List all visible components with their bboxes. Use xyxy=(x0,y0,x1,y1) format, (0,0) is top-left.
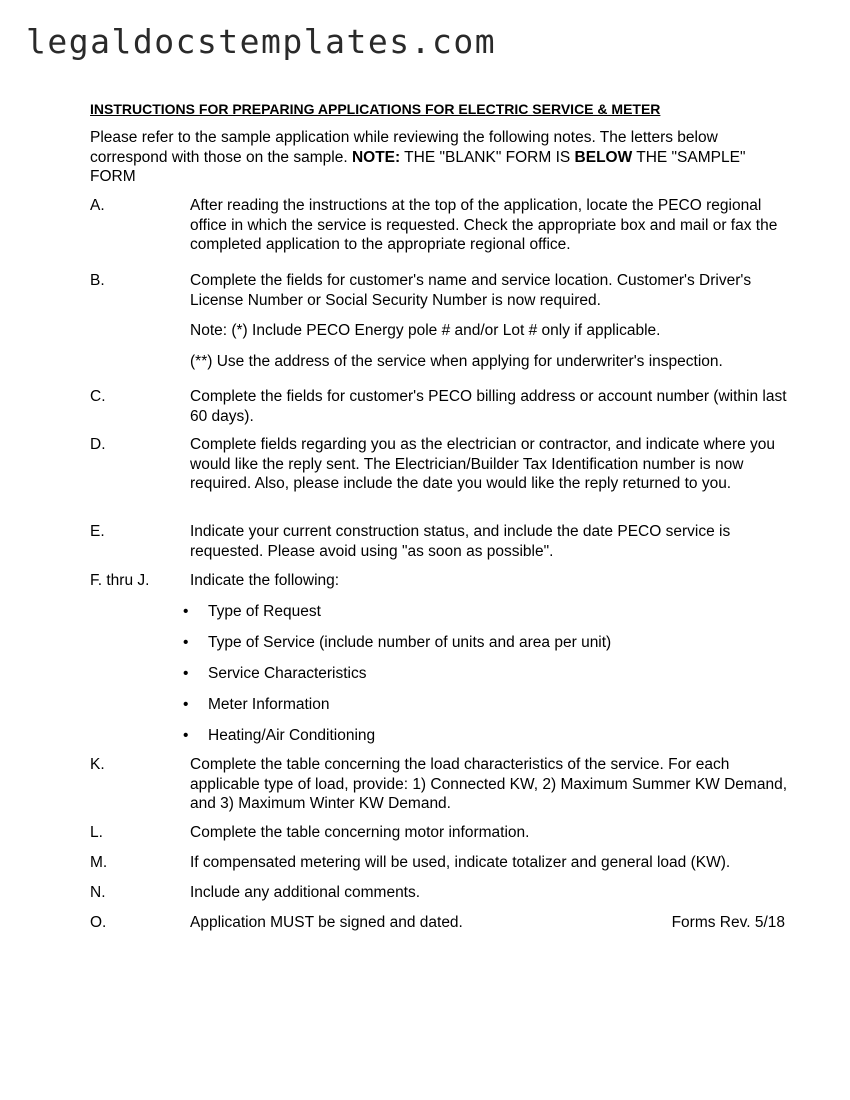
item-letter: L. xyxy=(90,824,103,841)
item-letter: C. xyxy=(90,388,106,405)
item-text: Complete the fields for customer's PECO billing address or account number (within last 60 days). xyxy=(190,388,787,425)
intro-text: Please refer to the sample application while reviewing the following notes. The letters below correspond with those on the sample. xyxy=(90,129,718,166)
item-letter: E. xyxy=(90,523,105,540)
list-item: • Service Characteristics xyxy=(183,665,367,682)
item-text: Complete the fields for customer's name and service location. Customer's Driver's License Number or Social Security Number is now required. xyxy=(190,272,752,309)
item-letter: D. xyxy=(90,436,106,453)
item-text: Complete the table concerning the load characteristics of the service. For each applicable type of load, provide: 1) Connected KW, 2) Maximum Summer KW Demand, and 3) Maximum Winter KW Demand. xyxy=(190,756,788,812)
item-note: (**) Use the address of the service when applying for underwriter's inspection. xyxy=(190,353,723,370)
bullet-icon: • xyxy=(183,727,189,744)
item-text: If compensated metering will be used, indicate totalizer and general load (KW). xyxy=(190,854,731,871)
intro-text-3: THE "SAMPLE" FORM xyxy=(90,148,746,185)
item-note: Note: (*) Include PECO Energy pole # and/or Lot # only if applicable. xyxy=(190,322,661,339)
bullet-icon: • xyxy=(183,634,189,651)
item-letter: B. xyxy=(90,272,105,289)
list-item: • Type of Request xyxy=(183,603,321,620)
note-label: NOTE: xyxy=(351,148,401,166)
item-letter: O. xyxy=(90,914,107,931)
item-text: Indicate your current construction status, and include the date PECO service is requested. Please avoid using "as soon as possible". xyxy=(190,523,731,560)
intro-paragraph xyxy=(90,128,790,187)
item-letter: N. xyxy=(90,884,106,901)
item-letter: F. thru J. xyxy=(90,572,150,589)
item-letter: A. xyxy=(90,197,105,214)
bullet-icon: • xyxy=(183,696,189,713)
forms-revision: Forms Rev. 5/18 xyxy=(671,914,785,931)
bullet-icon: • xyxy=(183,603,189,620)
item-text: Complete the table concerning motor information. xyxy=(190,824,530,841)
item-text: Indicate the following: xyxy=(190,572,340,589)
bullet-icon: • xyxy=(183,665,189,682)
intro-text-2: THE "BLANK" FORM IS xyxy=(400,148,575,166)
list-item: • Heating/Air Conditioning xyxy=(183,727,376,744)
item-text: Application MUST be signed and dated. xyxy=(190,914,463,931)
item-letter: M. xyxy=(90,854,108,871)
item-letter: K. xyxy=(90,756,105,773)
below-emphasis: BELOW xyxy=(574,148,633,166)
list-item: • Meter Information xyxy=(183,696,330,713)
item-text: Include any additional comments. xyxy=(190,884,421,901)
item-text: After reading the instructions at the top of the application, locate the PECO regional office in which the service is requested. Check the appropriate box and mail or fax the completed application to the appropriate regional office. xyxy=(190,197,778,253)
watermark: legaldocstemplates.com xyxy=(26,22,497,61)
item-text: Complete fields regarding you as the electrician or contractor, and indicate where you would like the reply sent. The Electrician/Builder Tax Identification number is now required. Also, please include the date you would like the reply returned to you. xyxy=(190,436,776,492)
page-title: INSTRUCTIONS FOR PREPARING APPLICATIONS FOR ELECTRIC SERVICE & METER xyxy=(90,101,661,117)
list-item: • Type of Service (include number of units and area per unit) xyxy=(183,634,612,651)
